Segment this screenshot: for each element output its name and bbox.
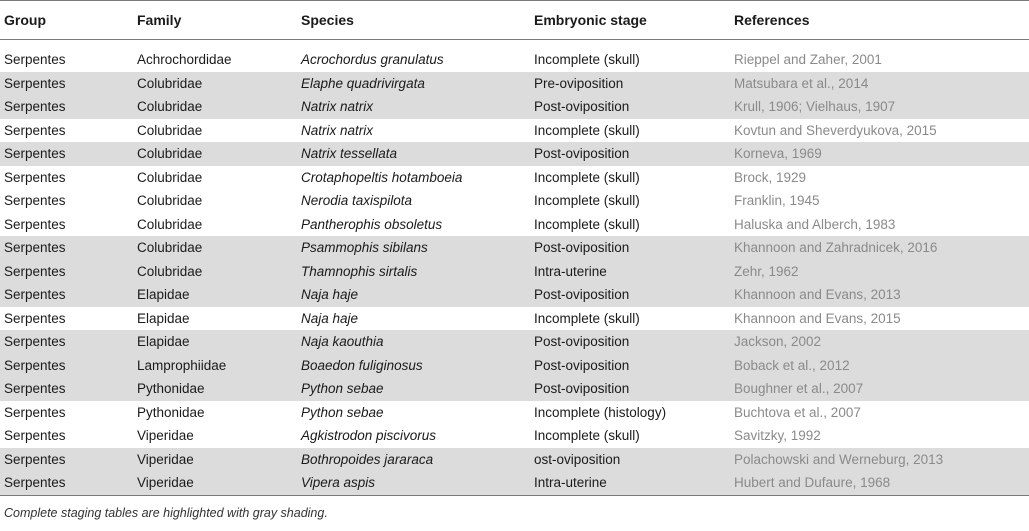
cell-family: Elapidae: [133, 330, 297, 354]
cell-embryonic-stage: Intra-uterine: [530, 471, 730, 495]
table-row: [0, 189, 1029, 213]
cell-embryonic-stage: Post-oviposition: [530, 354, 730, 378]
cell-family: Colubridae: [133, 260, 297, 284]
cell-group: Serpentes: [4, 404, 66, 420]
cell-group: Serpentes: [4, 169, 66, 185]
cell-family: Colubridae: [133, 236, 297, 260]
cell-embryonic-stage: Post-oviposition: [530, 95, 730, 119]
cell-group: Serpentes: [0, 236, 133, 260]
cell-embryonic-stage: Post-oviposition: [530, 283, 730, 307]
table-row: [0, 72, 1029, 96]
cell-family: Lamprophiidae: [133, 354, 297, 378]
column-header-embryonic-stage: Embryonic stage: [530, 1, 730, 40]
table-row: [0, 142, 1029, 166]
cell-embryonic-stage: Incomplete (skull): [534, 193, 640, 209]
table-body: [0, 48, 1029, 495]
cell-embryonic-stage: ost-oviposition: [530, 448, 730, 472]
cell-group: Serpentes: [0, 283, 133, 307]
cell-reference: Hubert and Dufaure, 1968: [730, 471, 1029, 495]
table-row: [0, 448, 1029, 472]
cell-species: Acrochordus granulatus: [301, 52, 444, 68]
cell-family: Pythonidae: [133, 377, 297, 401]
cell-embryonic-stage: Incomplete (skull): [534, 169, 640, 185]
table-row: [0, 424, 1029, 448]
cell-reference: Khannoon and Zahradnicek, 2016: [730, 236, 1029, 260]
table-row: [0, 471, 1029, 495]
table-row: [0, 119, 1029, 143]
cell-family: Colubridae: [137, 122, 203, 138]
cell-family: Colubridae: [133, 142, 297, 166]
cell-group: Serpentes: [0, 260, 133, 284]
cell-family: Achrochordidae: [137, 52, 232, 68]
table-row: [0, 260, 1029, 284]
cell-reference: Khannoon and Evans, 2015: [734, 310, 901, 326]
cell-embryonic-stage: Post-oviposition: [530, 236, 730, 260]
cell-reference: Brock, 1929: [734, 169, 807, 185]
cell-reference: Zehr, 1962: [730, 260, 1029, 284]
cell-reference: Buchtova et al., 2007: [734, 404, 861, 420]
cell-group: Serpentes: [0, 377, 133, 401]
table-row: [0, 95, 1029, 119]
cell-group: Serpentes: [0, 471, 133, 495]
table-row: [0, 213, 1029, 237]
cell-embryonic-stage: Post-oviposition: [530, 330, 730, 354]
cell-family: Viperidae: [137, 428, 194, 444]
cell-species: Python sebae: [297, 377, 530, 401]
cell-group: Serpentes: [0, 72, 133, 96]
cell-family: Elapidae: [133, 283, 297, 307]
cell-family: Pythonidae: [137, 404, 205, 420]
cell-reference: Korneva, 1969: [730, 142, 1029, 166]
table-header: [0, 1, 1029, 49]
column-header-group: Group: [0, 1, 133, 40]
cell-family: Viperidae: [133, 448, 297, 472]
cell-species: Thamnophis sirtalis: [297, 260, 530, 284]
cell-embryonic-stage: Incomplete (histology): [534, 404, 667, 420]
cell-family: Colubridae: [137, 216, 203, 232]
cell-species: Vipera aspis: [297, 471, 530, 495]
cell-group: Serpentes: [4, 216, 66, 232]
cell-reference: Boback et al., 2012: [730, 354, 1029, 378]
cell-reference: Jackson, 2002: [730, 330, 1029, 354]
cell-species: Naja haje: [297, 283, 530, 307]
cell-group: Serpentes: [0, 448, 133, 472]
header-spacer: [0, 40, 1029, 49]
cell-species: Naja haje: [301, 310, 359, 326]
cell-reference: Krull, 1906; Vielhaus, 1907: [730, 95, 1029, 119]
cell-species: Nerodia taxispilota: [301, 193, 413, 209]
cell-species: Natrix natrix: [301, 122, 374, 138]
cell-species: Elaphe quadrivirgata: [297, 72, 530, 96]
cell-group: Serpentes: [0, 330, 133, 354]
cell-reference: Haluska and Alberch, 1983: [734, 216, 896, 232]
cell-family: Colubridae: [133, 95, 297, 119]
column-header-references: References: [730, 1, 1029, 40]
cell-species: Natrix natrix: [297, 95, 530, 119]
cell-species: Psammophis sibilans: [297, 236, 530, 260]
column-header-species: Species: [297, 1, 530, 40]
cell-group: Serpentes: [4, 193, 66, 209]
table-footnote: Complete staging tables are highlighted with gray shading.: [4, 505, 328, 520]
cell-embryonic-stage: Pre-oviposition: [530, 72, 730, 96]
cell-group: Serpentes: [4, 310, 66, 326]
table-row: [0, 166, 1029, 190]
cell-species: Boaedon fuliginosus: [297, 354, 530, 378]
cell-group: Serpentes: [4, 428, 66, 444]
cell-species: Pantherophis obsoletus: [301, 216, 443, 232]
cell-embryonic-stage: Incomplete (skull): [534, 428, 640, 444]
cell-embryonic-stage: Incomplete (skull): [534, 310, 640, 326]
cell-species: Natrix tessellata: [297, 142, 530, 166]
table-row: [0, 354, 1029, 378]
cell-embryonic-stage: Intra-uterine: [530, 260, 730, 284]
cell-species: Naja kaouthia: [297, 330, 530, 354]
cell-reference: Rieppel and Zaher, 2001: [734, 52, 882, 68]
cell-family: Elapidae: [137, 310, 190, 326]
table-row: [0, 307, 1029, 331]
cell-reference: Boughner et al., 2007: [730, 377, 1029, 401]
table-row: [0, 236, 1029, 260]
cell-embryonic-stage: Post-oviposition: [530, 142, 730, 166]
column-header-family: Family: [133, 1, 297, 40]
cell-species: Python sebae: [301, 404, 384, 420]
cell-group: Serpentes: [4, 52, 66, 68]
cell-reference: Matsubara et al., 2014: [730, 72, 1029, 96]
cell-embryonic-stage: Incomplete (skull): [534, 216, 640, 232]
cell-embryonic-stage: Incomplete (skull): [534, 52, 640, 68]
cell-family: Colubridae: [137, 193, 203, 209]
cell-species: Agkistrodon piscivorus: [301, 428, 437, 444]
cell-reference: Khannoon and Evans, 2013: [730, 283, 1029, 307]
cell-species: Bothropoides jararaca: [297, 448, 530, 472]
table-row: [0, 377, 1029, 401]
cell-family: Viperidae: [133, 471, 297, 495]
cell-family: Colubridae: [133, 72, 297, 96]
cell-reference: Franklin, 1945: [734, 193, 820, 209]
cell-reference: Kovtun and Sheverdyukova, 2015: [734, 122, 937, 138]
cell-reference: Polachowski and Werneburg, 2013: [730, 448, 1029, 472]
table-row: [0, 401, 1029, 425]
cell-group: Serpentes: [4, 122, 66, 138]
cell-reference: Savitzky, 1992: [734, 428, 821, 444]
header-row: [0, 1, 1029, 40]
table-row: [0, 48, 1029, 72]
table-row: [0, 330, 1029, 354]
table-row: [0, 283, 1029, 307]
cell-group: Serpentes: [0, 95, 133, 119]
cell-family: Colubridae: [137, 169, 203, 185]
cell-species: Crotaphopeltis hotamboeia: [301, 169, 463, 185]
cell-group: Serpentes: [0, 142, 133, 166]
cell-group: Serpentes: [0, 354, 133, 378]
cell-embryonic-stage: Post-oviposition: [530, 377, 730, 401]
cell-embryonic-stage: Incomplete (skull): [534, 122, 640, 138]
